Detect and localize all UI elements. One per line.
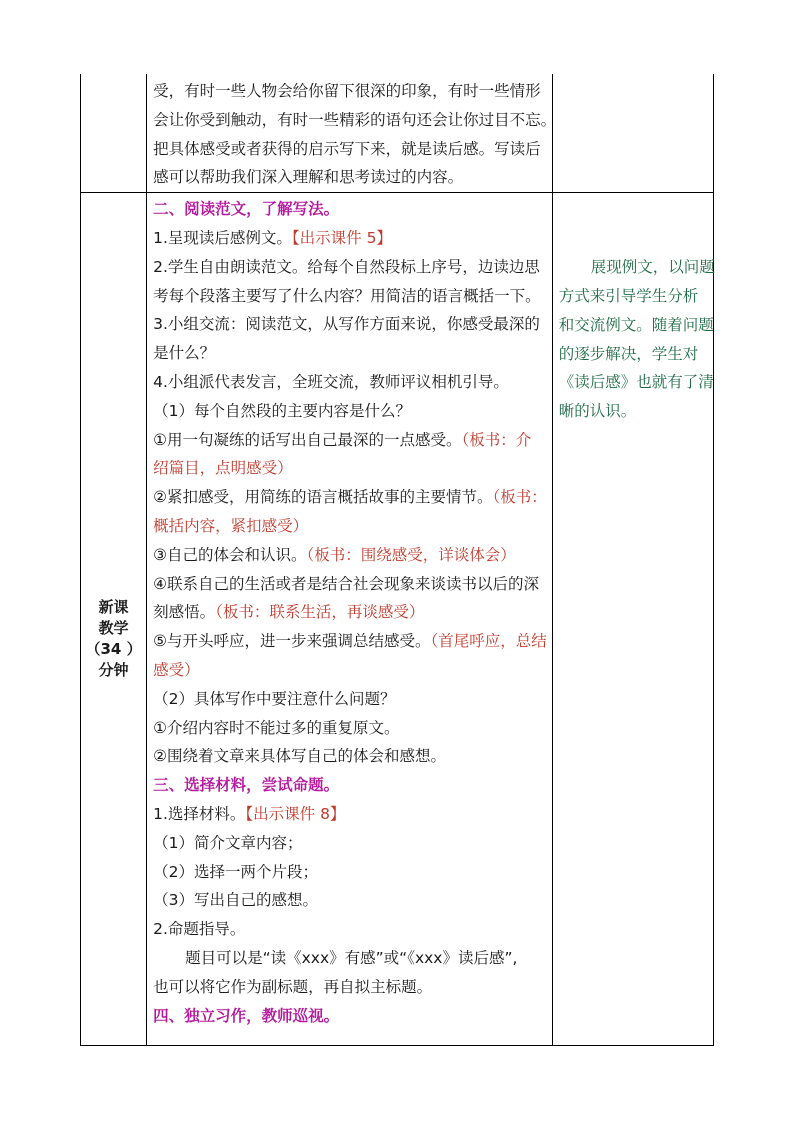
board-note: （板书：联系生活，再谈感受） (215, 603, 425, 622)
sub-item: （3）写出自己的感想。 (153, 891, 318, 910)
side-note-line: 的逐步解决，学生对 (558, 344, 699, 363)
step-item: 是什么？ (153, 344, 216, 363)
lesson-plan-table (80, 74, 714, 1046)
question-item: （1）每个自然段的主要内容是什么？ (153, 401, 411, 420)
point-item: ①介绍内容时不能过多的重复原文。 (153, 718, 400, 737)
step-item: 4.小组派代表发言，全班交流，教师评议相机引导。 (153, 372, 509, 391)
step-item: 2.学生自由朗读范文。给每个自然段标上序号，边读边思 (153, 257, 540, 276)
point-item: ②围绕着文章来具体写自己的体会和感想。 (153, 747, 446, 766)
point-item: ⑤与开头呼应，进一步来强调总结感受。（首尾呼应，总结 (153, 632, 547, 651)
section-label-cell (81, 193, 147, 1046)
step-item: 1.选择材料。【出示课件 8】 (153, 804, 346, 823)
step-item: 3.小组交流：阅读范文，从写作方面来说，你感受最深的 (153, 315, 540, 334)
side-note-line: 和交流例文。随着问题 (558, 315, 714, 334)
section-label-line: 教学 (98, 619, 129, 638)
sub-item: （1）简介文章内容； (153, 833, 303, 852)
section-label-line: 分钟 (98, 661, 129, 680)
side-note-line: 方式来引导学生分析 (558, 286, 699, 305)
board-note: （首尾呼应，总结 (430, 632, 547, 651)
point-item: ①用一句凝练的话写出自己最深的一点感受。（板书：介 (153, 430, 532, 449)
side-note-line: 展现例文，以问题 (590, 258, 715, 277)
intro-side-cell (552, 74, 713, 193)
sub-item: （2）选择一两个片段； (153, 862, 318, 881)
point-item: ④联系自己的生活或者是结合社会现象来谈读书以后的深 (153, 574, 539, 593)
intro-line: 感可以帮助我们深入理解和思考读过的内容。 (153, 168, 464, 187)
section-label-line: （34 ） (85, 640, 142, 659)
section-heading: 四、独立习作，教师巡视。 (153, 1006, 340, 1025)
side-note-line: 晰的认识。 (558, 402, 637, 421)
intro-line: 把具体感受或者获得的启示写下来，就是读后感。写读后 (153, 139, 541, 158)
side-note-line: 《读后感》也就有了清 (558, 373, 714, 392)
step-item: 2.命题指导。 (153, 920, 246, 939)
paragraph-line: 也可以将它作为副标题，再自拟主标题。 (153, 977, 433, 996)
board-note: （板书： (492, 488, 547, 507)
main-content-cell (147, 193, 553, 1046)
paragraph-line: 题目可以是“读《xxx》有感”或“《xxx》读后感”, (185, 948, 518, 967)
intro-line: 受，有时一些人物会给你留下很深的印象，有时一些情形 (153, 82, 541, 100)
board-note: 感受） (153, 660, 200, 679)
slide-reference: 【出示课件 5】 (291, 228, 392, 247)
section-heading: 三、选择材料，尝试命题。 (153, 776, 340, 795)
intro-row (81, 74, 714, 193)
intro-line: 会让你受到触动，有时一些精彩的语句还会让你过目不忘。 (153, 110, 557, 129)
section-heading: 二、阅读范文，了解写法。 (153, 200, 340, 219)
board-note: （板书：介 (461, 430, 532, 449)
point-item: 刻感悟。（板书：联系生活，再谈感受） (153, 603, 425, 622)
step-item: 1.呈现读后感例文。【出示课件 5】 (153, 228, 392, 247)
board-note: （板书：围绕感受，详谈体会） (306, 545, 516, 564)
intro-label-cell (81, 74, 147, 193)
board-note: 概括内容，紧扣感受） (153, 516, 309, 535)
teaching-row (81, 193, 714, 1046)
question-item: （2）具体写作中要注意什么问题？ (153, 689, 396, 708)
board-note: 绍篇目，点明感受） (153, 459, 293, 478)
point-item: ②紧扣感受，用简练的语言概括故事的主要情节。（板书： (153, 488, 547, 507)
section-label-line: 新课 (98, 598, 129, 617)
intro-content-cell (147, 74, 557, 193)
step-item: 考每个段落主要写了什么内容？用简洁的语言概括一下。 (153, 286, 541, 305)
slide-reference: 【出示课件 8】 (245, 804, 346, 823)
side-note-cell (552, 193, 713, 1046)
point-item: ③自己的体会和认识。（板书：围绕感受，详谈体会） (153, 545, 516, 564)
